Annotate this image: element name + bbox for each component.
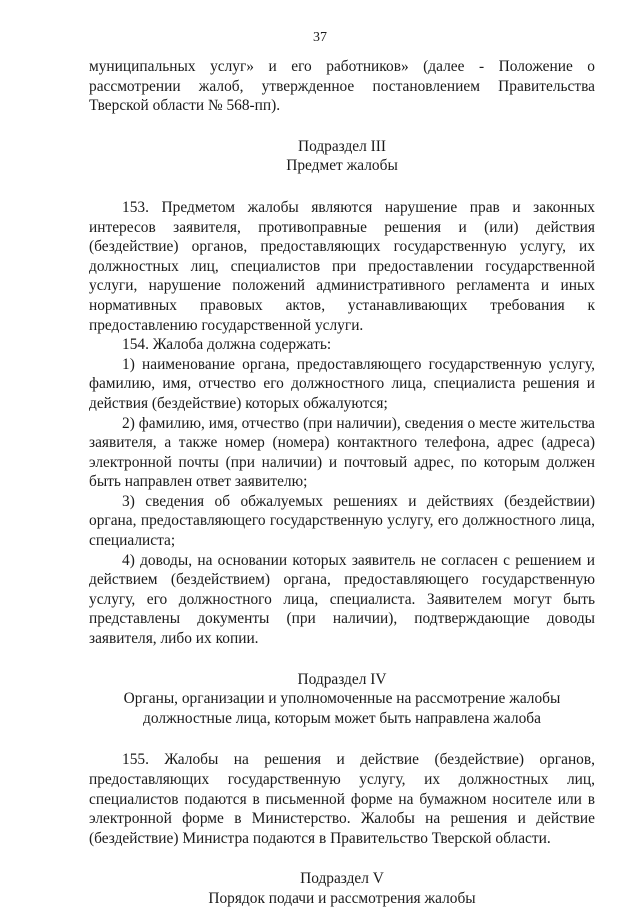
list-item-3: 3) сведения об обжалуемых решениях и действиях (бездействии) органа, предоставляющего государственную услугу, его должностного лица, специалиста;: [89, 492, 595, 550]
list-item-1: 1) наименование органа, предоставляющего государственную услугу, фамилию, имя, отчество его должностного лица, специалиста решения и действия (бездействие) которых обжалуются;: [89, 355, 595, 412]
list-item-4: 4) доводы, на основании которых заявитель не согласен с решением и действием (бездействием) органа, предоставляющего государственную услугу, его должностного лица, специалиста. Заявителем могут быть представлены документы (при наличии), подтверждающие доводы заявителя, либо их копии.: [89, 551, 595, 648]
subsection-v-title: Порядок подачи и рассмотрения жалобы: [208, 889, 476, 907]
paragraph-154: 154. Жалоба должна содержать:: [122, 336, 332, 354]
subsection-iv-title-line-1: Органы, организации и уполномоченные на рассмотрение жалобы: [123, 690, 561, 708]
subsection-iv-title-line-2: должностные лица, которым может быть направлена жалоба: [143, 709, 541, 727]
page-content: [89, 57, 595, 909]
paragraph-155: 155. Жалобы на решения и действие (бездействие) органов, предоставляющих государственную услугу, их должностных лиц, специалистов подаются в письменной форме на бумажном носителе или в электронной форме в Министерство. Жалобы на решения и действие (бездействие) Министра подаются в Правительство Тверской области.: [89, 751, 595, 847]
subsection-iii-title: Предмет жалобы: [286, 157, 398, 175]
subsection-v-label: Подраздел V: [300, 870, 384, 888]
subsection-iii-label: Подраздел III: [297, 137, 387, 155]
paragraph-153: 153. Предметом жалобы являются нарушение прав и законных интересов заявителя, противоправные решения и (или) действия (бездействие) органов, предоставляющих государственную услугу, их должностных лиц, специалистов при предоставлении государственной услуги, нарушение положений административного регламента и иных нормативных правовых актов, устанавливающих требования к предоставлению государственной услуги.: [89, 198, 595, 334]
continued-paragraph: муниципальных услуг» и его работников» (далее - Положение о рассмотрении жалоб, утвержденное постановлением Правительства Тверской области № 568-пп).: [89, 58, 595, 115]
subsection-iv-label: Подраздел IV: [297, 670, 387, 688]
page-number: 37: [313, 30, 327, 45]
list-item-2: 2) фамилию, имя, отчество (при наличии), сведения о месте жительства заявителя, а также номер (номера) контактного телефона, адрес (адреса) электронной почты (при наличии) и почтовый адрес, по которым должен быть направлен ответ заявителю;: [89, 414, 595, 491]
